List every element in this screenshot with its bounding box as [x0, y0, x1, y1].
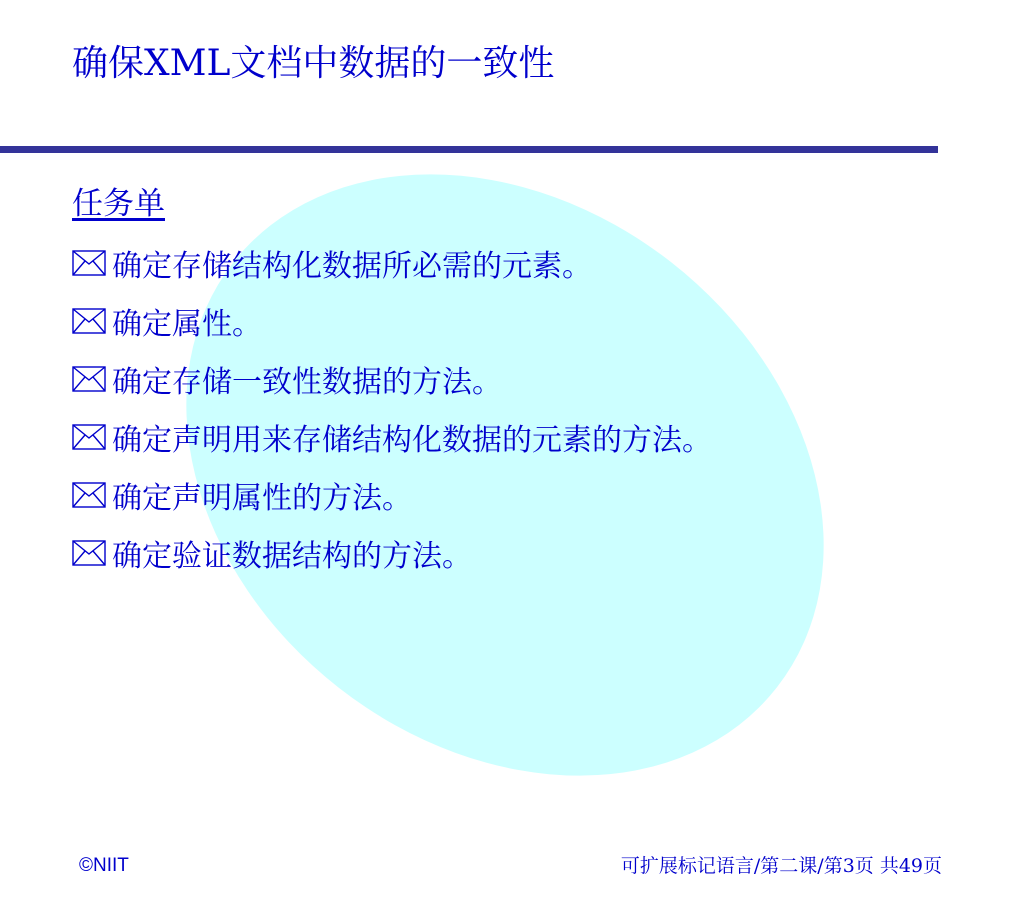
title-divider	[0, 146, 938, 153]
task-item-text: 确定声明用来存储结构化数据的元素的方法。	[112, 423, 712, 458]
footer-copyright: ©NIIT	[79, 855, 129, 876]
task-item	[72, 292, 972, 350]
envelope-icon	[72, 479, 112, 511]
slide-title: 确保XML文档中数据的一致性	[72, 43, 555, 84]
task-item-text: 确定存储结构化数据所必需的元素。	[112, 249, 592, 284]
task-item	[72, 350, 972, 408]
envelope-icon	[72, 247, 112, 279]
task-item	[72, 408, 972, 466]
envelope-icon	[72, 305, 112, 337]
envelope-icon	[72, 363, 112, 395]
task-items	[72, 234, 972, 582]
task-item-text: 确定验证数据结构的方法。	[112, 539, 472, 574]
task-item-text: 确定存储一致性数据的方法。	[112, 365, 502, 400]
envelope-icon	[72, 421, 112, 453]
task-list-heading: 任务单	[72, 186, 165, 222]
task-item	[72, 466, 972, 524]
task-item-text: 确定声明属性的方法。	[112, 481, 412, 516]
footer-page-info: 可扩展标记语言/第二课/第3页 共49页	[620, 855, 942, 877]
task-list	[72, 182, 972, 582]
task-item	[72, 524, 972, 582]
envelope-icon	[72, 537, 112, 569]
task-item-text: 确定属性。	[112, 307, 262, 342]
task-item	[72, 234, 972, 292]
